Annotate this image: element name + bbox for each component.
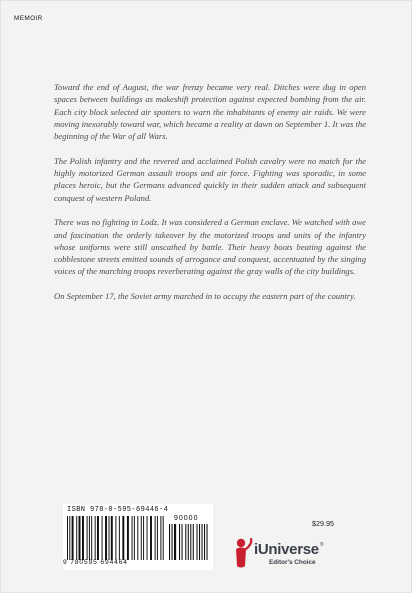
publisher-name (254, 541, 323, 558)
excerpt-text (54, 81, 366, 315)
barcode-bar (193, 524, 194, 560)
addon-barcode-bars (169, 524, 209, 560)
barcode-bar (111, 516, 113, 560)
barcode-bar (82, 516, 84, 560)
barcode-bar (67, 516, 68, 560)
barcode-bar (105, 516, 107, 560)
barcode-bar (202, 524, 203, 560)
barcode-bar (91, 516, 92, 560)
barcode-bar (172, 524, 173, 560)
barcode-bar (95, 516, 96, 560)
barcode-bar (179, 524, 180, 560)
trademark-symbol: ® (319, 542, 324, 548)
excerpt-paragraph: On September 17, the Soviet army marched in to occupy the eastern part of the country. (54, 291, 356, 302)
barcode-bar (157, 516, 158, 560)
barcode-bar (127, 516, 129, 560)
barcode-bar (132, 516, 133, 560)
barcode-bar (115, 516, 116, 560)
barcode-bar (188, 524, 189, 560)
barcode-bar (97, 516, 99, 560)
barcode-bar (143, 516, 144, 560)
barcode-bar (207, 524, 208, 560)
barcode-bar (102, 516, 103, 560)
price-label: $29.95 (312, 519, 334, 528)
person-figure-icon (230, 536, 254, 570)
barcode-bar (174, 524, 176, 560)
barcode-bar (79, 516, 81, 560)
barcode-digits: 9 780595 694464 (63, 559, 128, 566)
isbn-label: ISBN 978-0-595-69446-4 (67, 506, 169, 514)
excerpt-paragraph: Toward the end of August, the war frenzy became very real. Ditches were dug in open spaces between buildings as makeshift protection against expected bombing from the air. Each city block selected air spotters to warn the inhabitants of enemy air raids. We were moving inexorably toward war, which became a reality at dawn on September 1. It was the beginning of the War of all Wars. (54, 82, 366, 142)
barcode-bar (119, 516, 120, 560)
barcode-bar (190, 524, 191, 560)
price-addon-digits: 90000 (174, 515, 199, 522)
barcode-bar (89, 516, 90, 560)
barcode-bar (155, 516, 156, 560)
genre-label: MEMOIR (14, 15, 43, 22)
barcode-bar (163, 516, 164, 560)
barcode-bar (150, 516, 152, 560)
barcode-bar (141, 516, 142, 560)
barcode-bar (76, 516, 77, 560)
publisher-logo (230, 536, 330, 576)
publisher-name-text: iUniverse (254, 541, 319, 558)
isbn-barcode (63, 504, 213, 570)
barcode-bar (199, 524, 200, 560)
barcode-bar (160, 516, 161, 560)
barcode-bar (134, 516, 135, 560)
excerpt-paragraph: There was no fighting in Lodz. It was considered a German enclave. We watched with awe and fascination the orderly takeover by the motorized troops and units of the infantry whose uniforms were still unscathed by battle. Their heavy boots beating against the cobblestone streets emitted sounds of arrogance and conquest, accentuated by the singing voices of the marching troops reverberating against the gray walls of the city buildings. (54, 217, 366, 277)
barcode-bar (69, 516, 70, 560)
publisher-tagline: Editor's Choice (269, 559, 316, 566)
barcode-bar (197, 524, 198, 560)
barcode-bar (87, 516, 88, 560)
barcode-bar (122, 516, 124, 560)
barcode-bar (204, 524, 205, 560)
barcode-bar (185, 524, 186, 560)
barcode-bar (169, 524, 170, 560)
barcode-bar (72, 516, 74, 560)
barcode-bar (137, 516, 138, 560)
barcode-bars (67, 516, 165, 560)
barcode-bar (182, 524, 183, 560)
barcode-bar (109, 516, 110, 560)
excerpt-paragraph: The Polish infantry and the revered and acclaimed Polish cavalry were no match for the highly motorized German assault troops and air force. Fighting was sporadic, in some places heroic, but the Germans advanced quickly in their sudden attack and subsequent conquest of western Poland. (54, 155, 366, 203)
barcode-bar (147, 516, 148, 560)
